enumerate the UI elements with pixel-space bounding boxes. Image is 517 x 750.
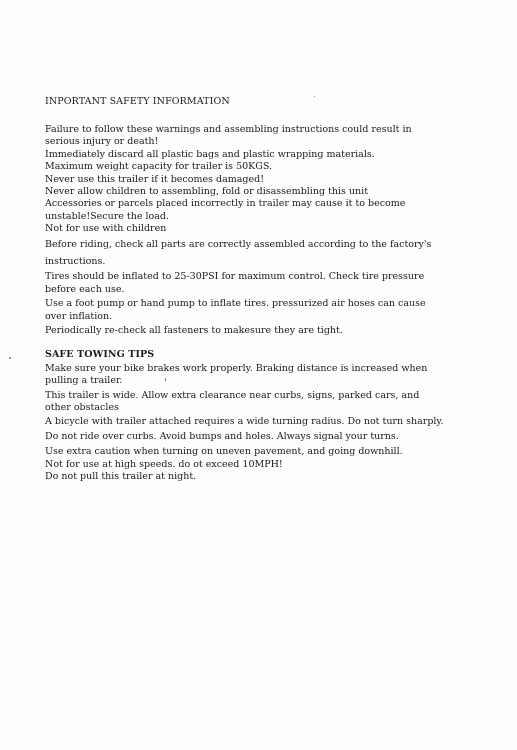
safety-line: Failure to follow these warnings and assembling instructions could result in (45, 124, 412, 135)
safety-information-section (45, 96, 495, 338)
safety-line: Before riding, check all parts are correctly assembled according to the factory's (45, 238, 432, 250)
safety-line: Immediately discard all plastic bags and plastic wrapping materials. (45, 148, 375, 160)
towing-tips-section (45, 349, 495, 484)
safety-line: serious injury or death! (45, 136, 159, 148)
towing-line: Make sure your bike brakes work properly. Braking distance is increased when (45, 363, 428, 374)
safety-line: unstable!Secure the load. (45, 210, 170, 222)
towing-line: Not for use at high speeds. do ot exceed 10MPH! (45, 458, 283, 470)
safety-line: Never allow children to assembling, fold or disassembling this unit (45, 186, 369, 198)
towing-line: Use extra caution when turning on uneven pavement, and going downhill. (45, 446, 403, 458)
towing-line: Do not pull this trailer at night. (45, 471, 197, 483)
safety-line: Tires should be inflated to 25-30PSI for maximum control. Check tire pressure (45, 271, 425, 283)
safety-line: Periodically re-check all fasteners to makesure they are tight. (45, 325, 343, 337)
towing-lines (45, 363, 495, 484)
safety-line: over inflation. (45, 310, 113, 322)
safety-line: Use a foot pump or hand pump to inflate tires. pressurized air hoses can cause (45, 298, 426, 310)
towing-line: pulling a trailer. (45, 375, 123, 387)
safety-heading: INPORTANT SAFETY INFORMATION (45, 96, 230, 107)
safety-line: before each use. (45, 283, 125, 295)
safety-line: instructions. (45, 256, 106, 268)
safety-line: Never use this trailer if it becomes damaged! (45, 173, 265, 185)
towing-heading: SAFE TOWING TIPS (45, 349, 155, 360)
safety-line: Not for use with children (45, 223, 167, 235)
towing-line: This trailer is wide. Allow extra clearance near curbs, signs, parked cars, and (45, 389, 420, 401)
towing-line: Do not ride over curbs. Avoid bumps and holes. Always signal your turns. (45, 431, 399, 443)
towing-line: A bicycle with trailer attached requires a wide turning radius. Do not turn sharply. (45, 415, 444, 427)
safety-lines (45, 124, 495, 338)
safety-line: Maximum weight capacity for trailer is 50KGS. (45, 161, 273, 173)
scan-speck (9, 357, 11, 359)
safety-line: Accessories or parcels placed incorrectly in trailer may cause it to become (45, 198, 406, 210)
towing-line: other obstacles (45, 402, 119, 414)
